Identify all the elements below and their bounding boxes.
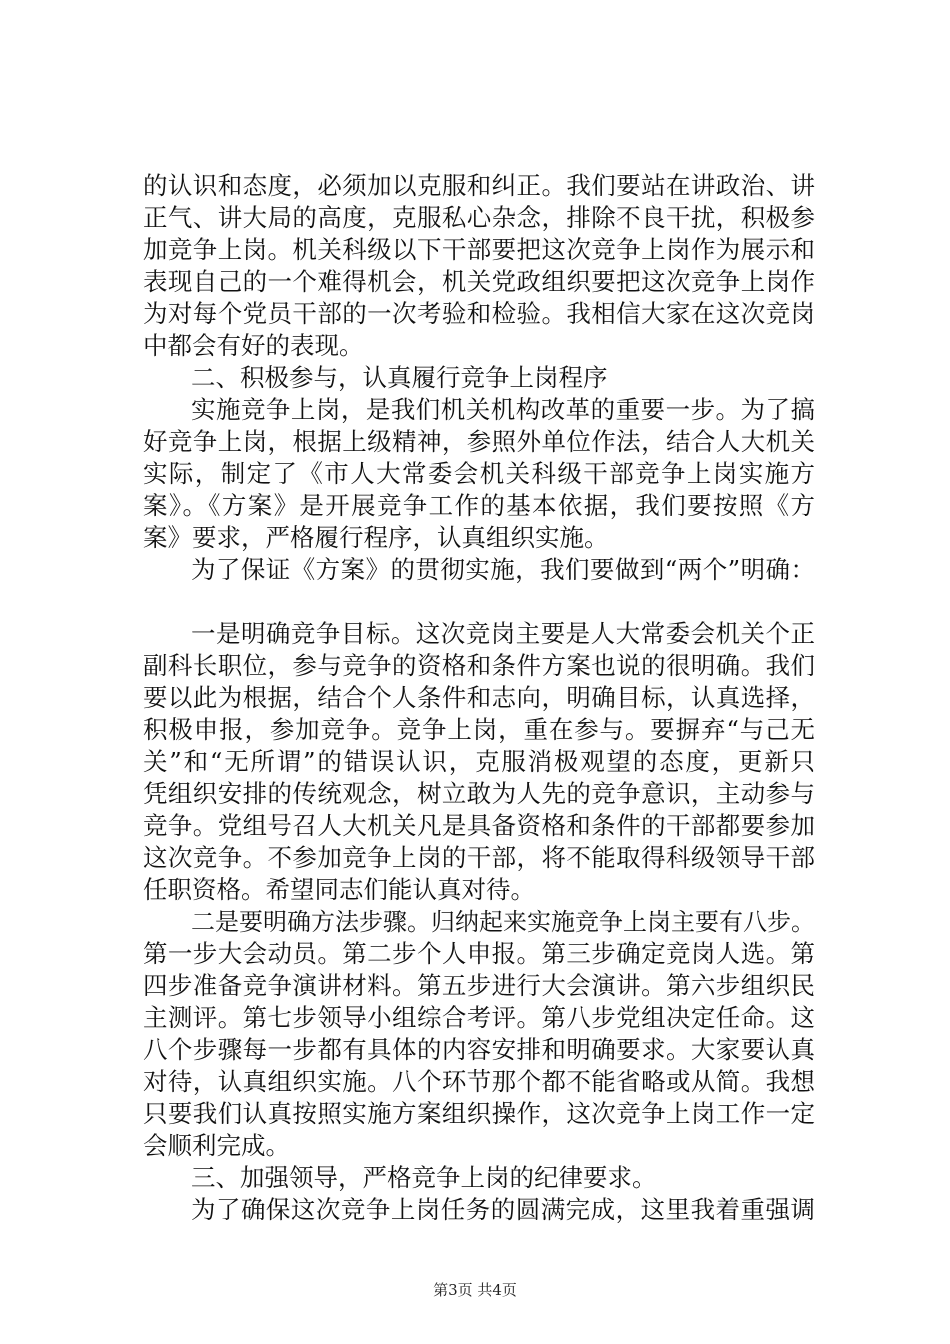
text-line: 中都会有好的表现。 (143, 331, 364, 360)
text-line: 积极申报，参加竞争。竞争上岗，重在参与。要摒弃“与己无 (143, 715, 815, 744)
text-line: 加竞争上岗。机关科级以下干部要把这次竞争上岗作为展示和 (143, 235, 815, 264)
text-line: 对待，认真组织实施。八个环节那个都不能省略或从简。我想 (143, 1067, 815, 1096)
text-line: 正气、讲大局的高度，克服私心杂念，排除不良干扰，积极参 (143, 203, 815, 232)
text-line: 一是明确竞争目标。这次竞岗主要是人大常委会机关个正 (191, 619, 815, 648)
text-line: 表现自己的一个难得机会，机关党政组织要把这次竞争上岗作 (143, 267, 815, 296)
text-line: 凭组织安排的传统观念，树立敢为人先的竞争意识，主动参与 (143, 779, 815, 808)
text-line: 三、加强领导，严格竞争上岗的纪律要求。 (191, 1163, 657, 1192)
text-line: 任职资格。希望同志们能认真对待。 (143, 875, 535, 904)
text-line: 副科长职位，参与竞争的资格和条件方案也说的很明确。我们 (143, 651, 815, 680)
text-line: 为了确保这次竞争上岗任务的圆满完成，这里我着重强调 (191, 1195, 815, 1224)
text-line: 为对每个党员干部的一次考验和检验。我相信大家在这次竞岗 (143, 299, 815, 328)
text-line: 要以此为根据，结合个人条件和志向，明确目标，认真选择， (143, 683, 815, 712)
text-line: 竞争。党组号召人大机关凡是具备资格和条件的干部都要参加 (143, 811, 815, 840)
page-footer: 第3页 共4页 (433, 1281, 517, 1299)
blank-line (143, 586, 815, 618)
text-line: 好竞争上岗，根据上级精神，参照外单位作法，结合人大机关 (143, 427, 815, 456)
text-line: 只要我们认真按照实施方案组织操作，这次竞争上岗工作一定 (143, 1099, 815, 1128)
text-line: 的认识和态度，必须加以克服和纠正。我们要站在讲政治、讲 (143, 171, 815, 200)
text-line: 这次竞争。不参加竞争上岗的干部，将不能取得科级领导干部 (143, 843, 815, 872)
document-body (143, 170, 815, 1226)
text-line: 案》。《方案》是开展竞争工作的基本依据，我们要按照《方 (143, 491, 815, 520)
text-line: 主测评。第七步领导小组综合考评。第八步党组决定任命。这 (143, 1003, 815, 1032)
text-line: 二、积极参与，认真履行竞争上岗程序 (191, 363, 608, 392)
text-line: 八个步骤每一步都有具体的内容安排和明确要求。大家要认真 (143, 1035, 815, 1064)
text-line: 第一步大会动员。第二步个人申报。第三步确定竞岗人选。第 (143, 939, 815, 968)
text-line: 为了保证《方案》的贯彻实施，我们要做到“两个”明确： (191, 555, 815, 584)
text-line: 关”和“无所谓”的错误认识，克服消极观望的态度，更新只 (143, 747, 815, 776)
text-line: 案》要求，严格履行程序，认真组织实施。 (143, 523, 609, 552)
text-line: 实施竞争上岗，是我们机关机构改革的重要一步。为了搞 (191, 395, 815, 424)
text-line: 四步准备竞争演讲材料。第五步进行大会演讲。第六步组织民 (143, 971, 815, 1000)
text-line: 二是要明确方法步骤。归纳起来实施竞争上岗主要有八步。 (191, 908, 815, 936)
text-line: 实际，制定了《市人大常委会机关科级干部竞争上岗实施方 (143, 459, 815, 488)
text-line: 会顺利完成。 (143, 1131, 290, 1160)
